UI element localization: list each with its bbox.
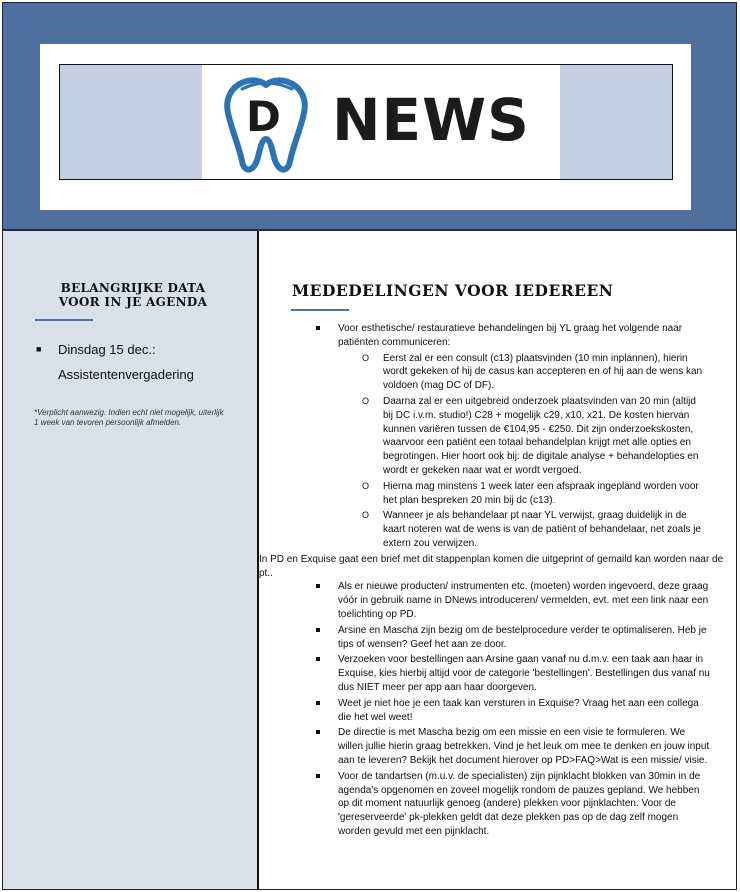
square-bullet-icon xyxy=(316,657,320,661)
logo-letter: D xyxy=(246,92,281,141)
logo-wordmark: NEWS xyxy=(332,86,530,154)
sidebar-heading-line1: BELANGRIJKE DATA xyxy=(60,281,206,295)
list-item-text: Voor de tandartsen (m.u.v. de specialisten) zijn pijnklacht blokken van 30min in de agenda's opgenomen en zoveel mogelijk rondom de pauzes gepland. We hebben op dit moment natuurlijk genoeg (andere) plekken voor pijnklachten. Voor de 'gereserveerde' pk-plekken geldt dat deze plekken pas op de dag zelf mogen worden gevuld met een pijnklacht. xyxy=(338,770,701,837)
square-bullet-icon xyxy=(316,326,320,330)
list-item xyxy=(259,653,736,694)
list-item-text: Weet je niet hoe je een taak kan versturen in Exquise? Vraag het aan een collega die het wel weet! xyxy=(338,697,699,723)
agenda-date-text: Dinsdag 15 dec.: xyxy=(58,342,156,357)
square-bullet-icon xyxy=(316,584,320,588)
list-item xyxy=(259,322,736,350)
section-title: MEDEDELINGEN VOOR IEDEREEN xyxy=(292,281,614,300)
announcements xyxy=(259,322,736,841)
list-item xyxy=(259,697,736,725)
list-item xyxy=(259,770,736,839)
square-bullet-icon xyxy=(316,774,320,778)
agenda-event: Assistentenvergadering xyxy=(58,367,194,382)
list-item xyxy=(259,580,736,621)
sub-list-item xyxy=(259,352,736,393)
sub-list-item-text: Hierna mag minstens 1 week later een afspraak ingepland worden voor het plan bespreken 20 min bij dc (c13). xyxy=(383,480,699,506)
newsletter-header xyxy=(3,3,736,231)
hollow-circle-bullet-icon: O xyxy=(362,352,370,363)
logo-side-panel-right xyxy=(560,65,672,179)
logo-box xyxy=(59,64,673,180)
hollow-circle-bullet-icon: O xyxy=(362,480,370,491)
list-item-text: De directie is met Mascha bezig om een missie en een visie te formuleren. We willen jullie hierin graag betrekken. Vind je het leuk om mee te denken en jouw input aan te leveren? Bekijk het document hierover op PD>FAQ>Wat is een missie/ visie. xyxy=(338,727,710,766)
sub-list-item xyxy=(259,395,736,478)
sub-list-item-text: Eerst zal er een consult (c13) plaatsvinden (10 min inplannen), hierin wordt gekeken of hij de casus kan accepteren en of hij aan de wens kan voldoen (mag DC of DF). xyxy=(383,352,703,392)
square-bullet-icon: ■ xyxy=(36,344,42,354)
sub-list-item xyxy=(259,509,736,550)
list-item xyxy=(259,726,736,767)
list-item-text: Als er nieuwe producten/ instrumenten etc. (moeten) worden ingevoerd, deze graag vóór in gebruik name in DNews introduceren/ vermelden, evt. met een link naar een toelichting op PD. xyxy=(338,581,709,620)
hollow-circle-bullet-icon: O xyxy=(362,395,370,406)
main-column xyxy=(259,231,736,889)
sidebar-heading-line2: VOOR IN JE AGENDA xyxy=(58,295,208,309)
sidebar-heading xyxy=(33,281,233,309)
list-item-text: Verzoeken voor bestellingen aan Arsine gaan vanaf nu d.m.v. een taak aan haar in Exquise, kies hierbij altijd voor de categorie 'bestellingen'. Bestellingen dus vanaf nu dus NIET meer per app aan haar doorgeven. xyxy=(338,654,710,693)
square-bullet-icon xyxy=(316,701,320,705)
list-item-text: Voor esthetische/ restauratieve behandelingen bij YL graag het volgende naar patiënten communiceren: xyxy=(338,323,683,348)
list-item-text: Arsine en Mascha zijn bezig om de bestelprocedure verder te optimaliseren. Heb je tips of wensen? Geef het aan ze door. xyxy=(338,624,707,650)
sub-list-item-text: Daarna zal er een uitgebreid onderzoek plaatsvinden van 20 min (altijd bij DC i.v.m. studio!) C28 + mogelijk c29, x10, x21. De kosten hiervan kunnen variëren tussen de €104,95 - €250. Dit zijn onderzoekskosten, waarvoor een patiënt een totaal behandelplan krijgt met alle opties en begrotingen. Hier hoort ook bij: de digitale analyse + behandelopties en wordt er gekeken naar wat er wordt vergoed. xyxy=(383,395,699,476)
square-bullet-icon xyxy=(316,730,320,734)
sub-list-item xyxy=(259,480,736,508)
agenda-note: *Verplicht aanwezig. Indien echt niet mogelijk, uiterlijk 1 week van tevoren persoonlijk afmelden. xyxy=(34,408,224,427)
logo-side-panel-left xyxy=(60,65,202,179)
list-item xyxy=(259,624,736,652)
agenda-date xyxy=(36,341,156,358)
agenda-sidebar xyxy=(3,231,259,889)
sidebar-divider xyxy=(35,319,93,321)
sub-list-item-text: Wanneer je als behandelaar pt naar YL verwijst, graag duidelijk in de kaart noteren wat de wens is van de patiënt of behandelaar, net zoals je extern zou verwijzen. xyxy=(383,510,701,549)
tooth-logo-icon xyxy=(212,69,320,177)
square-bullet-icon xyxy=(316,628,320,632)
title-divider xyxy=(291,309,349,311)
stappenplan-note: In PD en Exquise gaat een brief met dit stappenplan komen die uitgeprint of gemaild kan worden naar de pt.. xyxy=(259,553,724,579)
banner xyxy=(40,44,691,210)
hollow-circle-bullet-icon: O xyxy=(362,510,370,521)
